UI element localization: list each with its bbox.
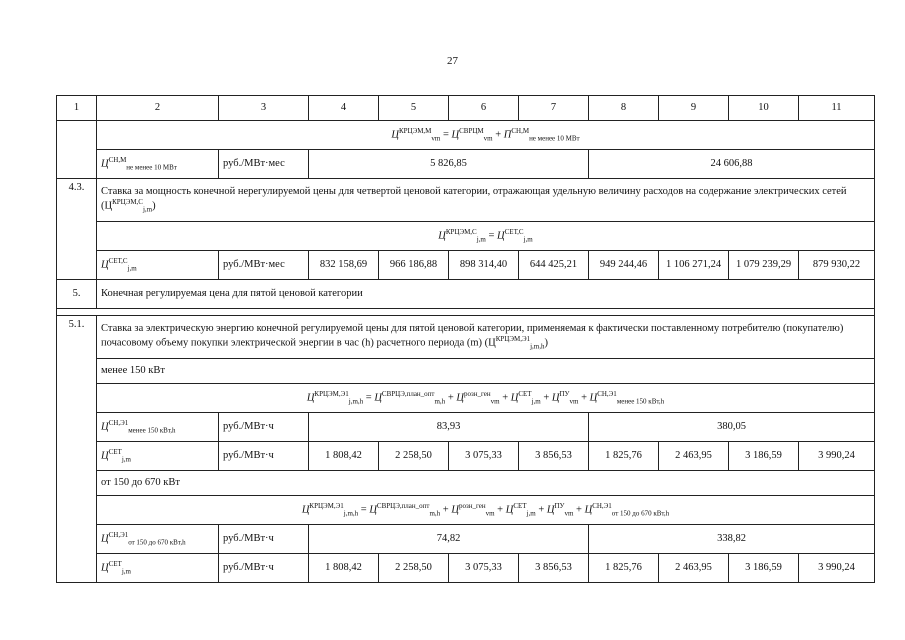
header-cell: 5: [379, 96, 449, 121]
value-cell: 879 930,22: [799, 251, 875, 280]
table-row: [57, 413, 875, 442]
value-cell: 338,82: [589, 525, 875, 554]
formula-row-2: [57, 222, 875, 251]
value-cell: 3 990,24: [799, 442, 875, 471]
header-cell: 11: [799, 96, 875, 121]
value-cell: 3 075,33: [449, 442, 519, 471]
header-cell: 7: [519, 96, 589, 121]
section-number-empty: [57, 121, 97, 179]
section-text: Ставка за электрическую энергию конечной регулируемой цены для пятой ценовой категории, применяемая к фактически поставленному потребителю (покупателю) почасовому объему покупки электрической энергии в час (h) расчетного периода (m) $(Ц^{КРЦЭМ,Э1}_{j,m,h})$: [97, 316, 875, 359]
tariff-table: [56, 95, 875, 583]
value-cell: 1 106 271,24: [659, 251, 729, 280]
header-cell: 4: [309, 96, 379, 121]
row-label: $Ц^{СЕТ}_{j,m}$: [97, 554, 219, 583]
unit-cell: руб./МВт·ч: [219, 554, 309, 583]
value-cell: 24 606,88: [589, 150, 875, 179]
header-cell: 1: [57, 96, 97, 121]
value-cell: 5 826,85: [309, 150, 589, 179]
value-cell: 2 258,50: [379, 554, 449, 583]
header-cell: 9: [659, 96, 729, 121]
value-cell: 949 244,46: [589, 251, 659, 280]
header-cell: 3: [219, 96, 309, 121]
value-cell: 2 258,50: [379, 442, 449, 471]
band-formula: $Ц^{КРЦЭМ,Э1}_{j,m,h} = Ц^{СВРЦЭ,план\_опт}_{m,h} + Ц^{розн\_ген}_{vm} + Ц^{СЕТ}_{j,m} + Ц^{ПУ}_{vm} + Ц^{СН,Э1}_{от 150 до 670 кВт,h}$: [97, 496, 875, 525]
value-cell: 1 825,76: [589, 442, 659, 471]
section-row: [57, 316, 875, 359]
band-formula-row: [57, 496, 875, 525]
page-number: 27: [447, 55, 458, 67]
table-row: [57, 554, 875, 583]
formula-row-1: [57, 121, 875, 150]
band-formula-row: [57, 384, 875, 413]
band-label-row: [57, 471, 875, 496]
section-row: [57, 179, 875, 222]
value-cell: 3 186,59: [729, 554, 799, 583]
table-row: [57, 251, 875, 280]
row-label: $Ц^{СЕТ,С}_{j,m}$: [97, 251, 219, 280]
table-row: [57, 442, 875, 471]
header-cell: 2: [97, 96, 219, 121]
value-cell: 832 158,69: [309, 251, 379, 280]
formula-2: $Ц^{КРЦЭМ,С}_{j,m} = Ц^{СЕТ,С}_{j,m}$: [97, 222, 875, 251]
value-cell: 1 079 239,29: [729, 251, 799, 280]
value-cell: 380,05: [589, 413, 875, 442]
header-cell: 8: [589, 96, 659, 121]
section-row: [57, 280, 875, 309]
band-label: от 150 до 670 кВт: [97, 471, 875, 496]
value-cell: 1 808,42: [309, 554, 379, 583]
value-cell: 3 856,53: [519, 554, 589, 583]
section-text: Ставка за мощность конечной нерегулируемой цены для четвертой ценовой категории, отражающая удельную величину расходов на содержание электрических сетей $(Ц^{КРЦЭМ,С}_{j,m})$: [97, 179, 875, 222]
band-label: менее 150 кВт: [97, 359, 875, 384]
section-number: 4.3.: [57, 179, 97, 280]
section-number: 5.1.: [57, 316, 97, 583]
unit-cell: руб./МВт·ч: [219, 413, 309, 442]
value-cell: 3 075,33: [449, 554, 519, 583]
unit-cell: руб./МВт·ч: [219, 442, 309, 471]
value-cell: 966 186,88: [379, 251, 449, 280]
value-cell: 83,93: [309, 413, 589, 442]
unit-cell: руб./МВт·мес: [219, 251, 309, 280]
header-row: [57, 96, 875, 121]
table-row: [57, 525, 875, 554]
unit-cell: руб./МВт·ч: [219, 525, 309, 554]
header-cell: 10: [729, 96, 799, 121]
value-cell: 74,82: [309, 525, 589, 554]
value-cell: 3 186,59: [729, 442, 799, 471]
value-cell: 1 825,76: [589, 554, 659, 583]
table-row: [57, 150, 875, 179]
row-label: $Ц^{СН,М}_{не менее 10 МВт}$: [97, 150, 219, 179]
band-formula: $Ц^{КРЦЭМ,Э1}_{j,m,h} = Ц^{СВРЦЭ,план\_опт}_{m,h} + Ц^{розн\_ген}_{vm} + Ц^{СЕТ}_{j,m} + Ц^{ПУ}_{vm} + Ц^{СН,Э1}_{менее 150 кВт,h}$: [97, 384, 875, 413]
row-label: $Ц^{СН,Э1}_{менее 150 кВт,h}$: [97, 413, 219, 442]
value-cell: 2 463,95: [659, 554, 729, 583]
value-cell: 644 425,21: [519, 251, 589, 280]
value-cell: 2 463,95: [659, 442, 729, 471]
section-number: 5.: [57, 280, 97, 309]
value-cell: 898 314,40: [449, 251, 519, 280]
row-label: $Ц^{СН,Э1}_{от 150 до 670 кВт,h}$: [97, 525, 219, 554]
header-cell: 6: [449, 96, 519, 121]
row-label: $Ц^{СЕТ}_{j,m}$: [97, 442, 219, 471]
value-cell: 3 856,53: [519, 442, 589, 471]
band-label-row: [57, 359, 875, 384]
value-cell: 1 808,42: [309, 442, 379, 471]
spacer-row: [57, 309, 875, 316]
section-text: Конечная регулируемая цена для пятой ценовой категории: [97, 280, 875, 309]
unit-cell: руб./МВт·мес: [219, 150, 309, 179]
formula-1: $Ц^{КРЦЭМ,М}_{vm} = Ц^{СВРЦМ}_{vm} + П^{СН,М}_{не менее 10 МВт}$: [97, 121, 875, 150]
value-cell: 3 990,24: [799, 554, 875, 583]
